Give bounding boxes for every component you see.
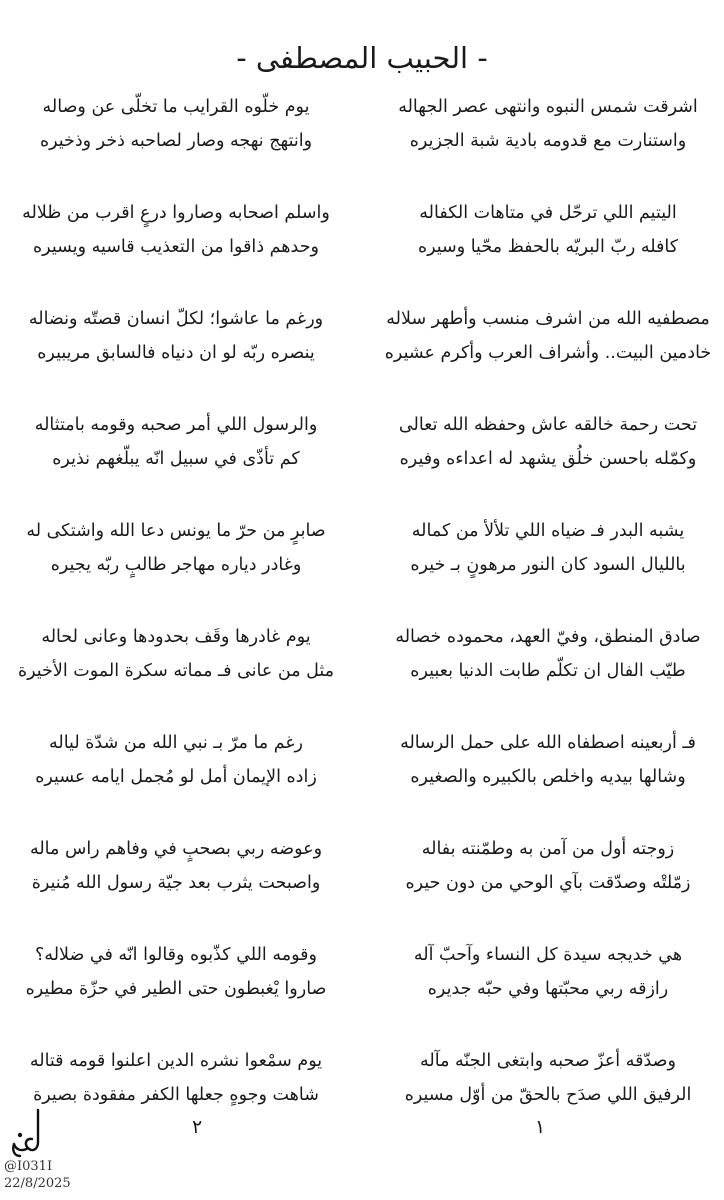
verse-line: بالليال السود كان النور مرهونٍ بـ خيره bbox=[410, 555, 686, 575]
verse-line: يوم خلّوه القرايب ما تخلّى عن وصاله bbox=[42, 97, 310, 117]
verse-line: شاهت وجوهٍ جعلها الكفر مفقودة بصيرة bbox=[33, 1085, 319, 1105]
stanza bbox=[0, 90, 352, 196]
verse-line: كم تأذّى في سبيل انّه يبلّغهم نذيره bbox=[52, 449, 300, 469]
page-number-2: ٢ bbox=[192, 1116, 203, 1138]
verse-line: وصدّقه أعزّ صحبه وابتغى الجنّه مآله bbox=[420, 1051, 676, 1071]
stanza bbox=[0, 196, 352, 302]
verse-line: يشبه البدر فـ ضياه اللي تلألأ من كماله bbox=[411, 521, 685, 541]
verse-line: فـ أربعينه اصطفاه الله على حمل الرساله bbox=[400, 733, 696, 753]
verse-line: يوم سمْعوا نشره الدين اعلنوا قومه قتاله bbox=[29, 1051, 323, 1071]
verse-line: مثل من عانى فـ مماته سكرة الموت الأخيرة bbox=[17, 661, 335, 681]
verse-line: زاده الإيمان أمل لو مُجمل ايامه عسيره bbox=[35, 767, 317, 787]
signature-mark bbox=[8, 1106, 42, 1158]
verse-line: زوجته أول من آمن به وطمّنته بفاله bbox=[421, 839, 675, 859]
stanza bbox=[0, 620, 352, 726]
poem-title: - الحبيب المصطفى - bbox=[236, 41, 488, 75]
verse-line: وعوضه ربي بصحبٍ في وفاهم راس ماله bbox=[29, 839, 323, 859]
verse-line: يوم غادرها وقَف بحدودها وعانى لحاله bbox=[41, 627, 311, 647]
verse-line: واسلم اصحابه وصاروا درعٍ اقرب من ظلاله bbox=[22, 203, 330, 223]
stanza bbox=[0, 408, 352, 514]
verse-line: ينصره ربّه لو ان دنياه فالسابق مريبيره bbox=[37, 343, 315, 363]
page-number-1: ١ bbox=[535, 1116, 546, 1138]
stanza bbox=[0, 832, 352, 938]
stanza bbox=[0, 726, 352, 832]
verse-line: وقومه اللي كذّبوه وقالوا انّه في ضلاله؟ bbox=[35, 945, 317, 965]
verse-line: وغادر دياره مهاجر طالبٍ ربّه يجيره bbox=[50, 555, 302, 575]
verse-line: وانتهج نهجه وصار لصاحبه ذخر وذخيره bbox=[39, 131, 313, 151]
verse-line: طيّب الفال ان تكلّم طابت الدنيا بعبيره bbox=[410, 661, 686, 681]
verse-line: مصطفيه الله من اشرف منسب وأطهر سلاله bbox=[386, 309, 710, 329]
poem-column-1 bbox=[372, 90, 724, 1150]
verse-line: الرفيق اللي صدَح بالحقّ من أوّل مسيره bbox=[404, 1085, 692, 1105]
stanza bbox=[0, 1044, 352, 1150]
stanza bbox=[372, 302, 724, 408]
stanza bbox=[0, 302, 352, 408]
verse-line: صادق المنطق، وفيّ العهد، محموده خصاله bbox=[395, 627, 701, 647]
verse-line: اليتيم اللي ترحّل في متاهات الكفاله bbox=[419, 203, 677, 223]
stanza bbox=[0, 514, 352, 620]
stanza bbox=[372, 196, 724, 302]
verse-line: اشرقت شمس النبوه وانتهى عصر الجهاله bbox=[398, 97, 698, 117]
verse-line: رغم ما مرّ بـ نبي الله من شدّة لياله bbox=[49, 733, 303, 753]
verse-line: وشالها بيديه واخلص بالكبيره والصغيره bbox=[410, 767, 686, 787]
verse-line: صاروا يْغبطون حتى الطير في حزّة مطيره bbox=[25, 979, 327, 999]
stanza bbox=[372, 938, 724, 1044]
verse-line: خادمين البيت.. وأشراف العرب وأكرم عشيره bbox=[384, 343, 712, 363]
author-handle: @I031I bbox=[4, 1159, 53, 1174]
verse-line: تحت رحمة خالقه عاش وحفظه الله تعالى bbox=[398, 415, 698, 435]
verse-line: رازقه ربي محبّتها وفي حبّه جديره bbox=[427, 979, 669, 999]
verse-line: وكمّله باحسن خلُق يشهد له اعداءه وفيره bbox=[399, 449, 697, 469]
verse-line: صابرٍ من حرّ ما يونس دعا الله واشتكى له bbox=[26, 521, 326, 541]
stanza bbox=[372, 832, 724, 938]
verse-line: واصبحت يثرب بعد جيّة رسول الله مُنيرة bbox=[31, 873, 321, 893]
poem-column-2 bbox=[0, 90, 352, 1150]
stanza bbox=[0, 938, 352, 1044]
verse-line: واستنارت مع قدومه بادية شبة الجزيره bbox=[409, 131, 687, 151]
stanza bbox=[372, 620, 724, 726]
stanza bbox=[372, 514, 724, 620]
stanza bbox=[372, 408, 724, 514]
verse-line: والرسول اللي أمر صحبه وقومه بامتثاله bbox=[34, 415, 318, 435]
stanza bbox=[372, 1044, 724, 1150]
verse-line: وحدهم ذاقوا من التعذيب قاسيه ويسيره bbox=[33, 237, 319, 257]
publish-date: 22/8/2025 bbox=[4, 1176, 71, 1191]
verse-line: هي خديجه سيدة كل النساء وآحبّ آله bbox=[413, 945, 683, 965]
verse-line: زمّلتْه وصدّقت بآي الوحي من دون حيره bbox=[405, 873, 691, 893]
stanza bbox=[372, 726, 724, 832]
verse-line: ورغم ما عاشوا؛ لكلّ انسان قصتّه ونضاله bbox=[28, 309, 324, 329]
stanza bbox=[372, 90, 724, 196]
verse-line: كافله ربّ البريّه بالحفظ محّيا وسيره bbox=[417, 237, 679, 257]
